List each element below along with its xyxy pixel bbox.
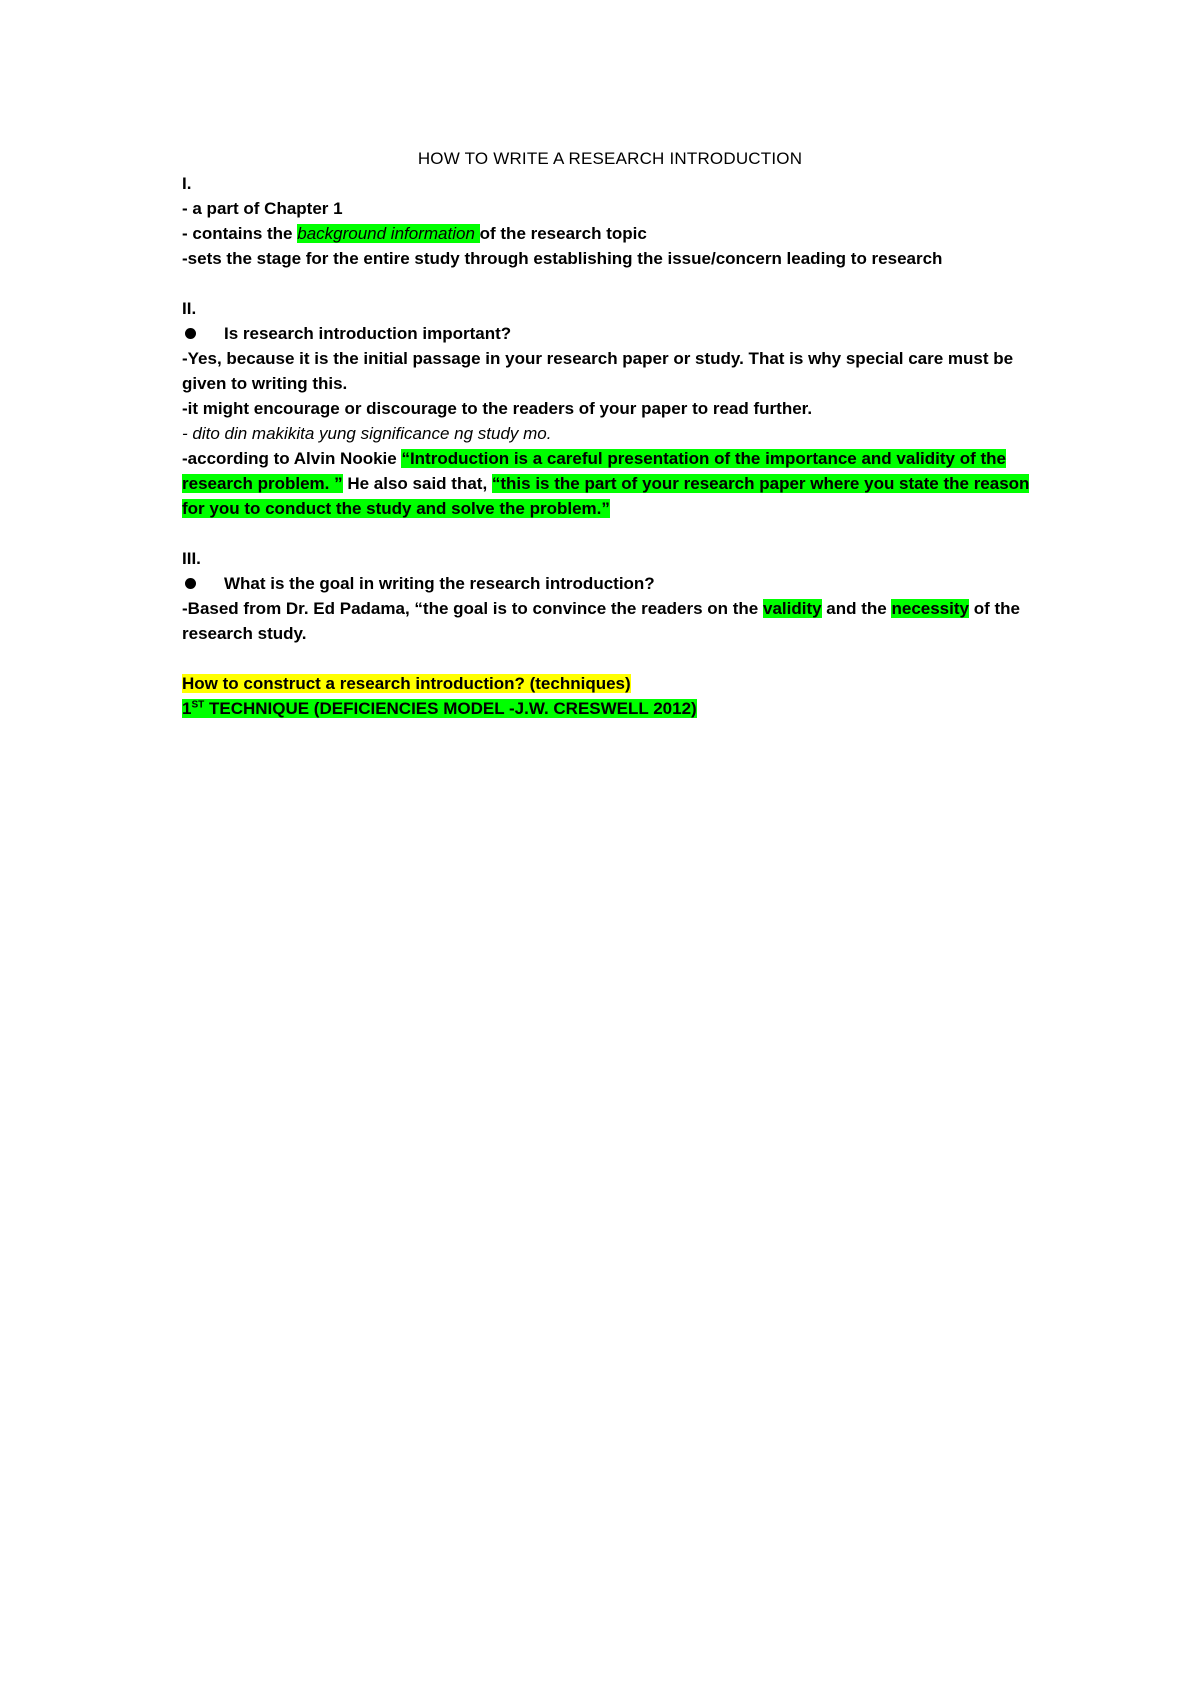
section-1-heading: I. <box>182 174 192 193</box>
spacer <box>182 521 1042 546</box>
section-3-paragraph-text: -Based from Dr. Ed Padama, “the goal is to convince the readers on the <box>182 599 763 618</box>
necessity-highlight: necessity <box>891 599 969 618</box>
quote-1-highlight: “Introduction is a careful presentation of the importance and validity of the research problem. ” <box>182 449 1006 493</box>
document-title: HOW TO WRITE A RESEARCH INTRODUCTION <box>417 149 803 168</box>
technique-number: 1 <box>182 699 192 718</box>
bullet-dot-icon <box>185 578 196 589</box>
section-2-bullet <box>182 321 1042 346</box>
technique-superscript: ST <box>191 699 205 711</box>
section-1-line-2 <box>182 221 1042 246</box>
section-2-line-2: -it might encourage or discourage to the readers of your paper to read further. <box>182 399 813 418</box>
section-1-line-2-rest: of the research topic <box>479 224 647 243</box>
quote-2-highlight: “this is the part of your research paper where you state the reason for you to conduct the study and solve the problem.” <box>182 474 1030 518</box>
section-3-heading: III. <box>182 549 201 568</box>
document-body <box>182 146 1042 721</box>
technique-label: TECHNIQUE (DEFICIENCIES MODEL -J.W. CRESWELL 2012) <box>204 699 697 718</box>
section-2-line-3: - dito din makikita yung significance ng study mo. <box>182 424 552 443</box>
section-3-paragraph-rest: of the research study. <box>182 599 1020 643</box>
section-3-bullet-text: What is the goal in writing the research introduction? <box>224 574 655 593</box>
section-2-paragraph-1: -Yes, because it is the initial passage in your research paper or study. That is why special care must be given to writing this. <box>182 349 1014 393</box>
construct-question-line <box>182 671 1042 696</box>
section-3-paragraph <box>182 596 1042 646</box>
spacer <box>182 646 1042 671</box>
section-2-heading: II. <box>182 299 197 318</box>
background-information-highlight: background information <box>297 224 480 243</box>
bullet-dot-icon <box>185 328 196 339</box>
quote-intro-text: -according to Alvin Nookie <box>182 449 402 468</box>
spacer <box>182 271 1042 296</box>
section-3-paragraph-mid: and the <box>821 599 892 618</box>
quote-mid-text: He also said that, <box>342 474 492 493</box>
section-2-bullet-text: Is research introduction important? <box>224 324 512 343</box>
construct-question: How to construct a research introduction? (techniques) <box>182 674 631 693</box>
section-1-line-2-text: - contains the <box>182 224 298 243</box>
section-1-line-1: - a part of Chapter 1 <box>182 199 343 218</box>
section-3-bullet <box>182 571 1042 596</box>
section-2-quote-paragraph <box>182 446 1042 521</box>
section-1-line-3: -sets the stage for the entire study through establishing the issue/concern leading to research <box>182 249 943 268</box>
technique-highlight <box>182 699 697 718</box>
validity-highlight: validity <box>762 599 822 618</box>
technique-line <box>182 696 1042 721</box>
